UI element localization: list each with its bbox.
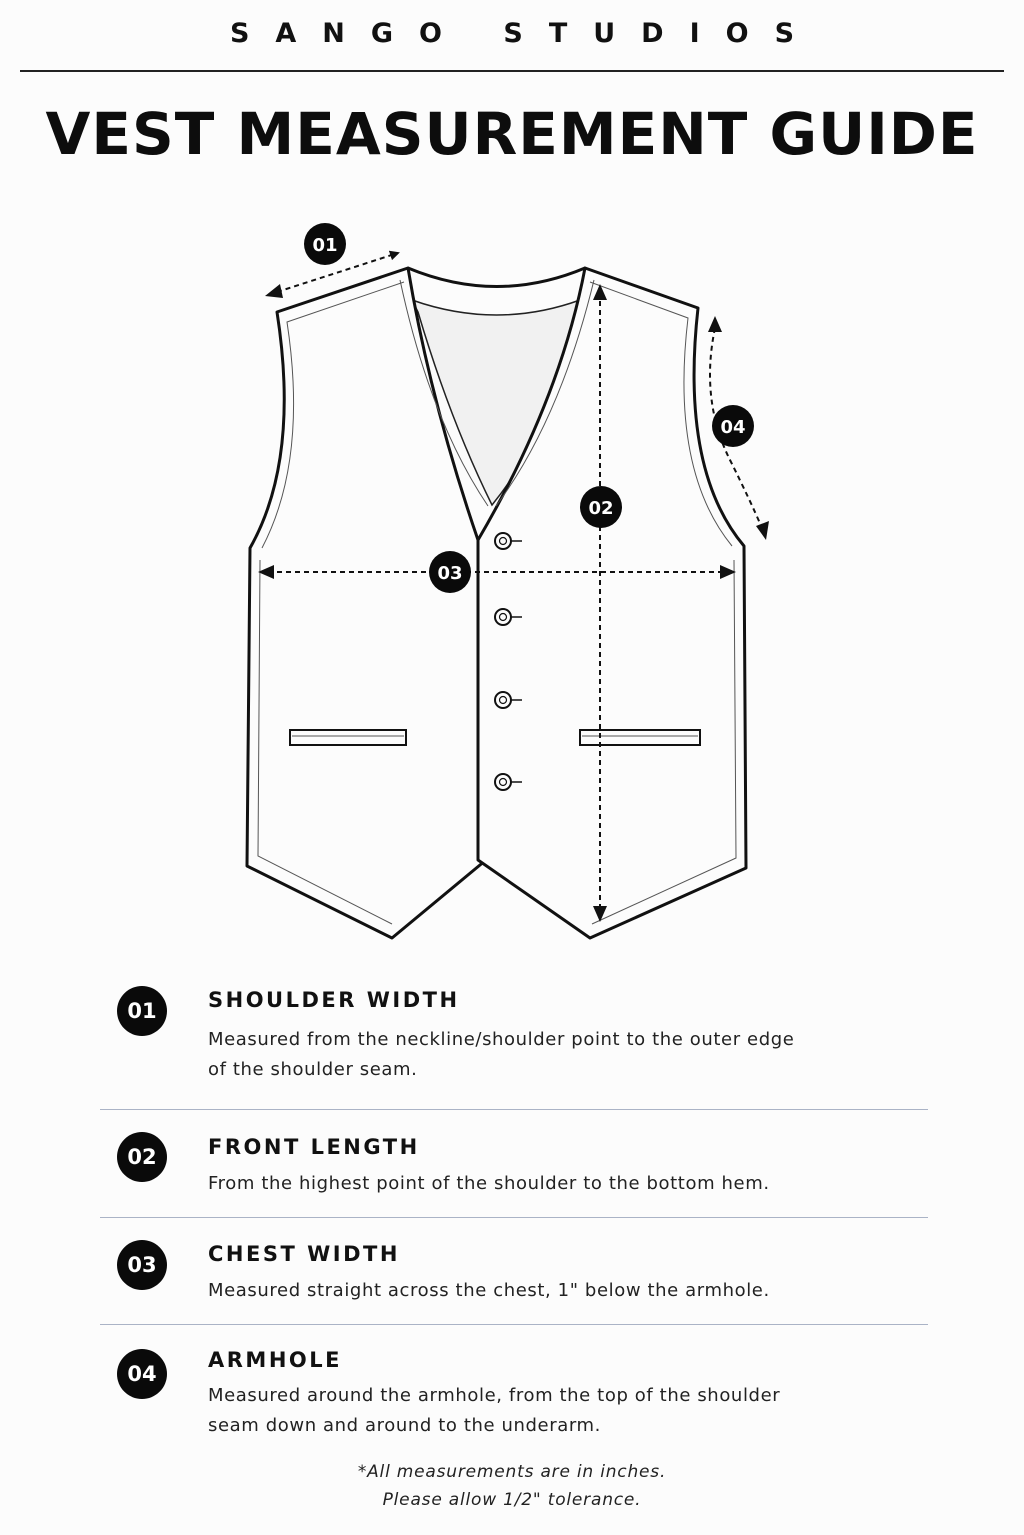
left-pocket xyxy=(290,730,406,745)
diagram-badge-02 xyxy=(580,486,622,528)
footnote-tolerance: Please allow 1/2" tolerance. xyxy=(382,1490,642,1510)
item-desc-front-length: From the highest point of the shoulder to the bottom hem. xyxy=(208,1173,770,1194)
item-badge-04: 04 xyxy=(117,1349,167,1399)
item-title-armhole: ARMHOLE xyxy=(208,1348,342,1372)
svg-text:03: 03 xyxy=(437,563,463,584)
svg-text:04: 04 xyxy=(720,417,746,438)
shoulder-arrow-head-start xyxy=(265,284,283,298)
item-divider xyxy=(100,1324,928,1325)
svg-text:01: 01 xyxy=(312,235,338,256)
item-desc-armhole: Measured around the armhole, from the top of the shoulder seam down and around to the underarm. xyxy=(208,1385,781,1436)
footnote-units: *All measurements are in inches. xyxy=(357,1462,667,1482)
brand-name: SANGO STUDIOS xyxy=(229,18,821,49)
vest-back-neck xyxy=(408,268,585,287)
item-title-chest: CHEST WIDTH xyxy=(208,1242,400,1266)
item-divider xyxy=(100,1217,928,1218)
armhole-arrow-bottom xyxy=(756,521,769,540)
item-badge-01: 01 xyxy=(117,986,167,1036)
item-desc-shoulder: Measured from the neckline/shoulder point to the outer edge of the shoulder seam. xyxy=(208,1029,795,1080)
svg-text:02: 02 xyxy=(588,498,614,519)
item-badge-02: 02 xyxy=(117,1132,167,1182)
item-title-front-length: FRONT LENGTH xyxy=(208,1135,420,1159)
item-title-shoulder: SHOULDER WIDTH xyxy=(208,988,460,1012)
diagram-badge-01 xyxy=(304,223,346,265)
item-desc-chest: Measured straight across the chest, 1" below the armhole. xyxy=(208,1280,770,1301)
footnote xyxy=(0,1458,1024,1514)
right-pocket xyxy=(580,730,700,745)
armhole-arrow-top xyxy=(708,316,722,332)
item-badge-03: 03 xyxy=(117,1240,167,1290)
item-divider xyxy=(100,1109,928,1110)
page-title: VEST MEASUREMENT GUIDE xyxy=(45,100,979,168)
diagram-badge-04 xyxy=(712,405,754,447)
diagram-badge-03 xyxy=(429,551,471,593)
